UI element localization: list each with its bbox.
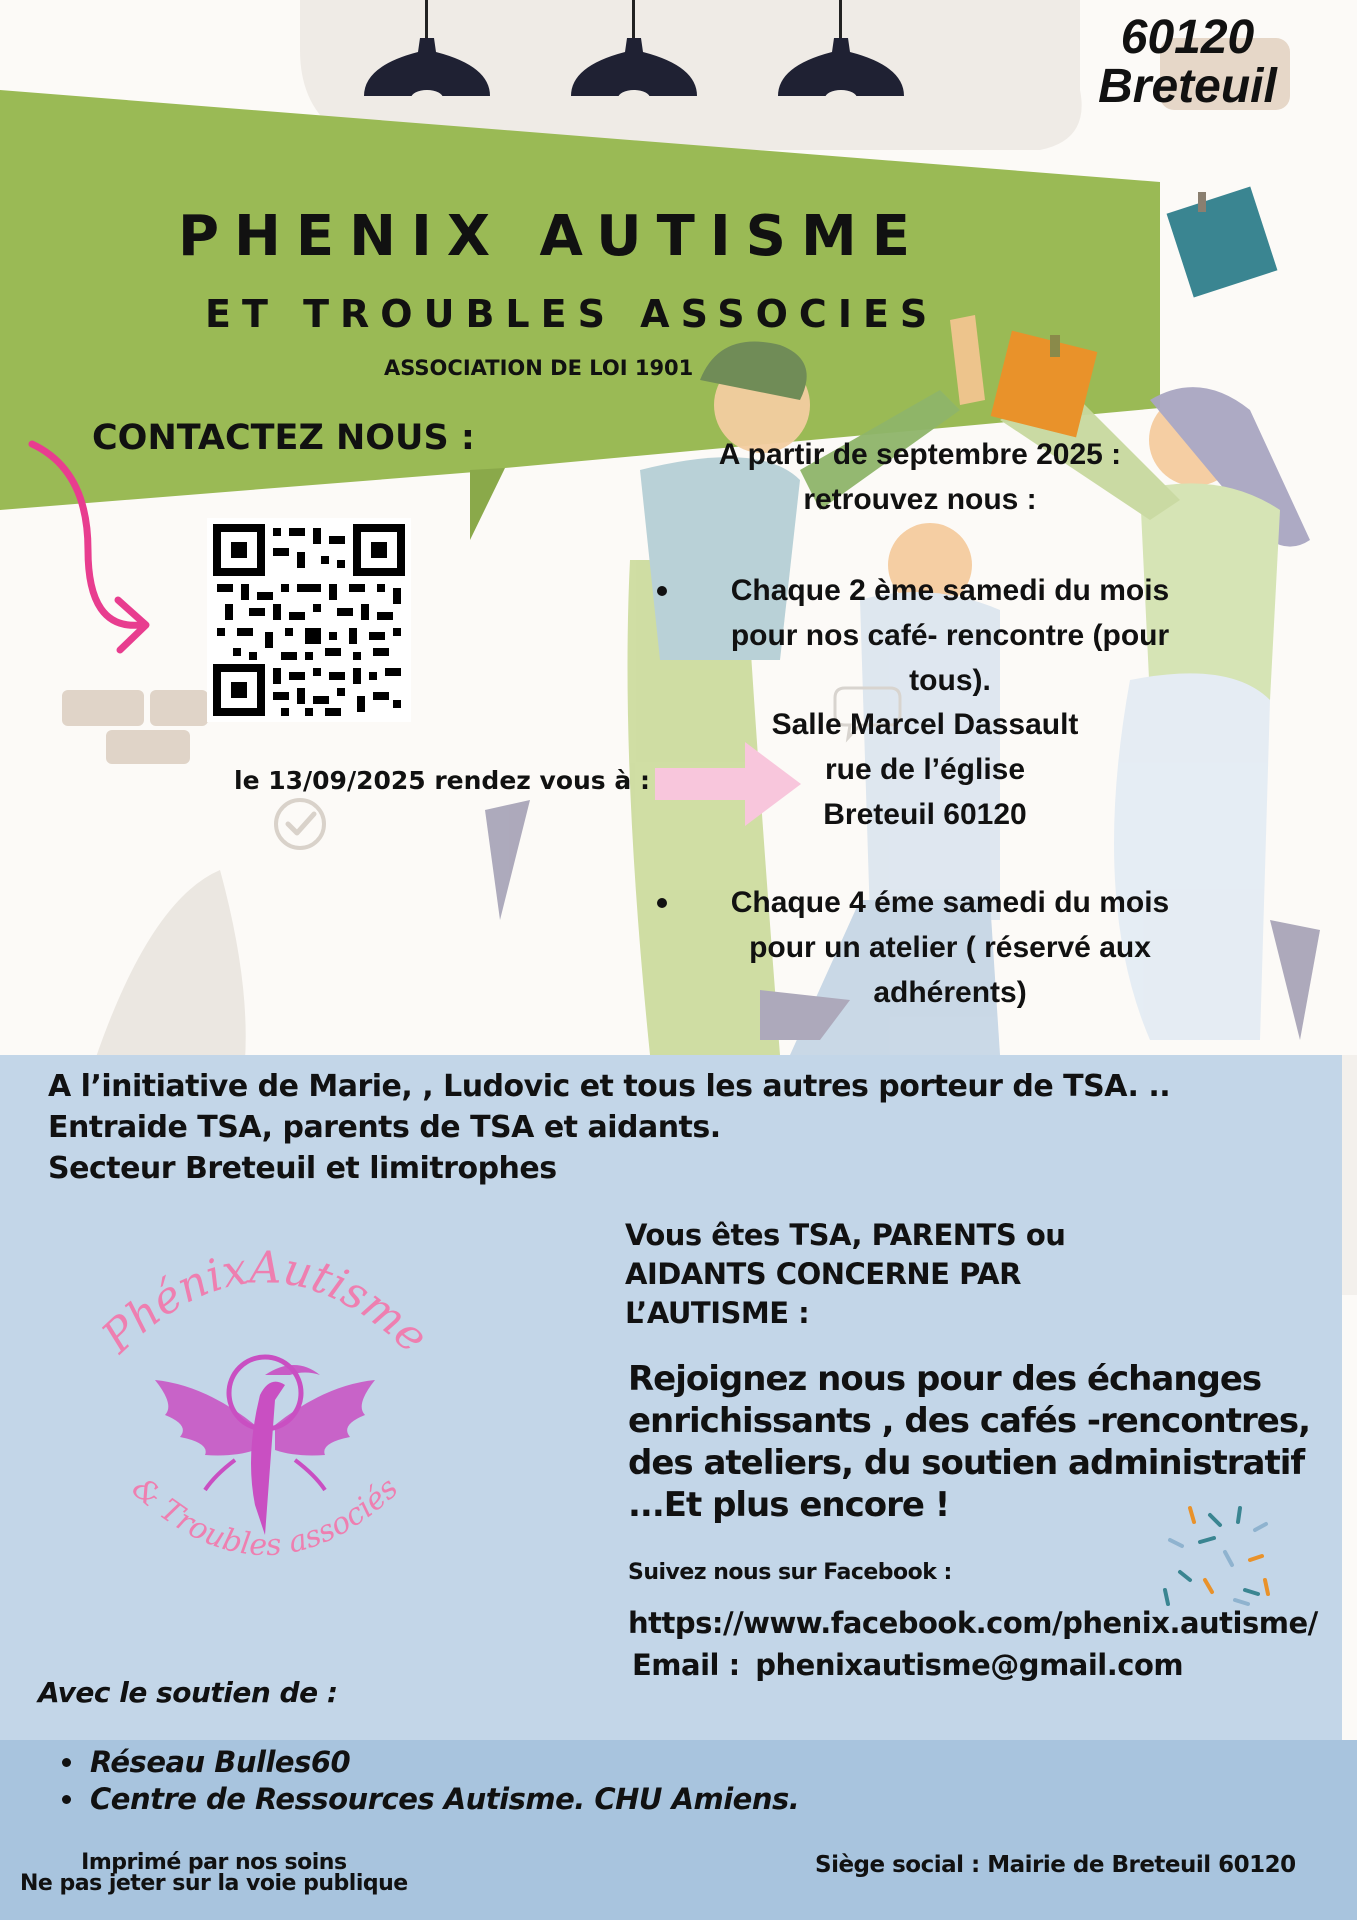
invite-line2: enrichissants , des cafés -rencontres, (628, 1401, 1310, 1441)
support-item (60, 1744, 799, 1781)
venue-line2: rue de l’église (824, 753, 1026, 786)
legal-status: ASSOCIATION DE LOI 1901 (384, 356, 694, 380)
venue-address (665, 702, 1185, 837)
facebook-link[interactable]: https://www.facebook.com/phenix.autisme/ (628, 1606, 1318, 1640)
audience-line3: L’AUTISME : (625, 1296, 810, 1330)
support-item-label: Réseau Bulles60 (90, 1745, 351, 1779)
print-notice (20, 1852, 408, 1894)
print-notice-line1: Imprimé par nos soins (81, 1850, 347, 1875)
page-title: PHENIX AUTISME (178, 204, 925, 269)
support-item-label: Centre de Ressources Autisme. CHU Amiens. (90, 1782, 800, 1816)
invite-text (628, 1358, 1310, 1526)
contact-heading: CONTACTEZ NOUS : (92, 418, 475, 458)
audience-line2: AIDANTS CONCERNE PAR (625, 1257, 1021, 1291)
bullet-marker (62, 1758, 71, 1767)
support-list (60, 1744, 799, 1818)
schedule-item-cafe (690, 568, 1210, 703)
email-link[interactable]: phenixautisme@gmail.com (755, 1648, 1184, 1682)
qr-code[interactable] (207, 518, 411, 722)
event-date-text: le 13/09/2025 rendez vous à : (234, 766, 650, 795)
support-heading: Avec le soutien de : (38, 1676, 338, 1709)
leaf-decoration (95, 870, 246, 1060)
schedule-intro-line2: retrouvez nous : (803, 483, 1037, 516)
email-row (632, 1648, 1183, 1682)
email-label: Email : (632, 1648, 740, 1682)
schedule-item1-line1: Chaque 2 ème samedi du mois (730, 574, 1170, 607)
invite-line4: ...Et plus encore ! (628, 1485, 950, 1525)
venue-line1: Salle Marcel Dassault (771, 708, 1079, 741)
pendant-lamp-icon (362, 38, 492, 100)
facebook-label: Suivez nous sur Facebook : (628, 1560, 952, 1585)
schedule-item-workshop (690, 880, 1210, 1015)
teal-note (1167, 187, 1278, 298)
pendant-lamp-icon (776, 38, 906, 100)
schedule-intro-line1: A partir de septembre 2025 : (718, 438, 1122, 471)
schedule-item2-line1: Chaque 4 éme samedi du mois (730, 886, 1170, 919)
brick-decoration (62, 690, 144, 726)
page-subtitle: ET TROUBLES ASSOCIES (205, 292, 939, 336)
invite-line1: Rejoignez nous pour des échanges (628, 1359, 1262, 1399)
curved-arrow-icon (28, 440, 163, 665)
about-line3: Secteur Breteuil et limitrophes (48, 1151, 557, 1186)
logo-top-text: PhénixAutisme (95, 1242, 435, 1363)
head-office: Siège social : Mairie de Breteuil 60120 (815, 1852, 1296, 1878)
location-badge (1080, 11, 1295, 113)
about-line2: Entraide TSA, parents de TSA et aidants. (48, 1110, 721, 1145)
bullet-marker (657, 898, 667, 908)
audience-text (625, 1216, 1065, 1333)
schedule-intro (660, 432, 1180, 522)
bullet-marker (62, 1795, 71, 1804)
schedule-item1-line3: tous). (909, 664, 991, 697)
about-line1: A l’initiative de Marie, , Ludovic et tous les autres porteur de TSA. .. (48, 1069, 1171, 1104)
schedule-item2-line3: adhérents) (873, 976, 1027, 1009)
location-postcode: 60120 (1120, 11, 1255, 64)
checkmark-icon (272, 796, 328, 852)
logo-bottom-text: & Troubles associés (124, 1470, 406, 1564)
venue-line3: Breteuil 60120 (823, 798, 1027, 831)
svg-text:PhénixAutisme (95, 1242, 435, 1363)
phoenix-logo (95, 1225, 435, 1595)
print-notice-line2: Ne pas jeter sur la voie publique (20, 1871, 408, 1896)
support-item (60, 1781, 799, 1818)
schedule-item1-line2: pour nos café- rencontre (pour (730, 619, 1170, 652)
audience-line1: Vous êtes TSA, PARENTS ou (625, 1218, 1066, 1252)
invite-line3: des ateliers, du soutien administratif (628, 1443, 1305, 1483)
location-town: Breteuil (1098, 60, 1277, 113)
pendant-lamp-icon (569, 38, 699, 100)
schedule-item2-line2: pour un atelier ( réservé aux (749, 931, 1151, 964)
bullet-marker (657, 586, 667, 596)
about-text (48, 1066, 1170, 1189)
qr-code-image (207, 518, 411, 722)
phoenix-logo-graphic (95, 1225, 435, 1595)
